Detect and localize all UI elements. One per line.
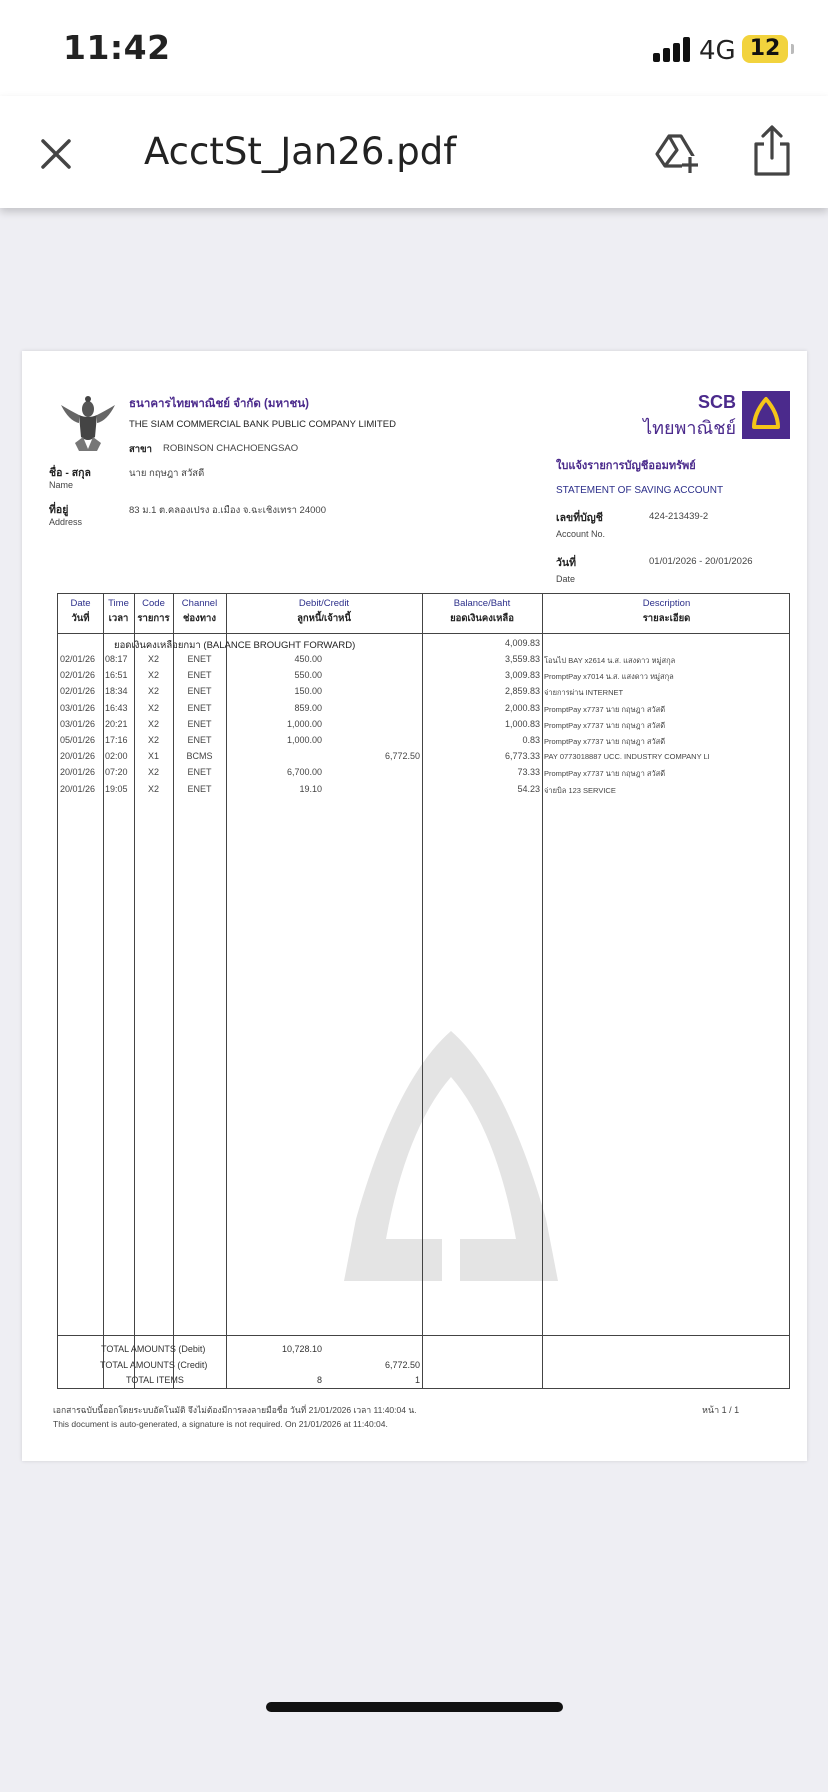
total-credit-value: 6,772.50 — [384, 1360, 420, 1370]
cell-balance: 3,009.83 — [504, 670, 540, 681]
cell-channel: ENET — [187, 670, 212, 681]
cell-balance: 6,773.33 — [504, 751, 540, 762]
page-number: หน้า 1 / 1 — [702, 1405, 740, 1415]
name-label-english: Name — [49, 480, 74, 490]
cell-channel: ENET — [187, 767, 212, 778]
home-indicator[interactable] — [266, 1702, 563, 1712]
cell-channel: ENET — [187, 654, 212, 664]
brought-forward-label: ยอดเงินคงเหลือยกมา (BALANCE BROUGHT FORWARD) — [114, 640, 356, 651]
scb-logo-thai: ไทยพาณิชย์ — [643, 418, 736, 438]
col-header-debit-credit: Debit/Credit ลูกหนี้/เจ้าหนี้ — [297, 598, 351, 624]
total-debit-value: 10,728.10 — [281, 1344, 322, 1354]
cell-debit: 1,000.00 — [286, 718, 322, 729]
pdf-page — [22, 351, 807, 1461]
cell-description: จ่ายการผ่าน INTERNET — [544, 688, 624, 698]
cell-time: 17:16 — [105, 735, 128, 745]
brought-forward-balance: 4,009.83 — [504, 638, 540, 648]
cell-balance: 3,559.83 — [504, 654, 540, 664]
branch-label: สาขา — [129, 444, 152, 455]
cell-description: PromptPay x7737 นาย กฤษฎา สวัสดี — [544, 720, 666, 730]
cell-time: 16:51 — [105, 670, 128, 681]
cell-channel: BCMS — [186, 751, 213, 762]
cell-balance: 2,859.83 — [504, 686, 540, 697]
col-header-channel: Channel ช่องทาง — [181, 598, 218, 624]
network-type: 4G — [699, 36, 736, 66]
signal-icon — [653, 36, 691, 62]
account-label-english: Account No. — [556, 529, 606, 539]
cell-balance: 0.83 — [522, 735, 540, 745]
date-range: 01/01/2026 - 20/01/2026 — [649, 556, 753, 567]
account-number: 424-213439-2 — [649, 511, 709, 522]
scb-logo-text: SCB — [697, 392, 736, 412]
clock: 11:42 — [63, 28, 171, 67]
cell-code: X1 — [147, 751, 159, 762]
cell-time: 16:43 — [105, 702, 128, 713]
close-icon[interactable] — [34, 132, 78, 176]
footer-thai: เอกสารฉบับนี้ออกโดยระบบอัตโนมัติ จึงไม่ต้องมีการลงลายมือชื่อ วันที่ 21/01/2026 เวลา 11:40:04 น. — [53, 1405, 417, 1415]
col-header-code: Code รายการ — [137, 598, 170, 624]
cell-balance: 73.33 — [517, 767, 540, 778]
name-label-thai: ชื่อ - สกุล — [49, 467, 91, 479]
bank-name-thai: ธนาคารไทยพาณิชย์ จำกัด (มหาชน) — [129, 398, 309, 410]
bank-name-english: THE SIAM COMMERCIAL BANK PUBLIC COMPANY LIMITED — [129, 419, 396, 430]
statement-title-english: STATEMENT OF SAVING ACCOUNT — [556, 485, 724, 496]
cell-balance: 2,000.83 — [504, 702, 540, 713]
col-header-balance: Balance/Baht ยอดเงินคงเหลือ — [450, 598, 514, 624]
cell-time: 19:05 — [105, 783, 128, 794]
share-icon[interactable] — [748, 124, 796, 178]
cell-code: X2 — [147, 654, 159, 664]
total-items-debit: 8 — [316, 1375, 322, 1385]
cell-channel: ENET — [187, 718, 212, 729]
cell-code: X2 — [147, 735, 159, 745]
cell-debit: 19.10 — [299, 783, 322, 794]
total-items-credit: 1 — [414, 1375, 420, 1385]
footer-english: This document is auto-generated, a signature is not required. On 21/01/2026 at 11:40:04. — [53, 1419, 388, 1429]
file-title: AcctSt_Jan26.pdf — [144, 130, 457, 173]
cell-channel: ENET — [187, 686, 212, 697]
cell-time: 18:34 — [105, 686, 128, 697]
cell-date: 20/01/26 — [60, 767, 96, 778]
pdf-viewer-toolbar — [0, 96, 828, 208]
cell-debit: 450.00 — [294, 654, 322, 664]
col-header-description: Description รายละเอียด — [642, 598, 691, 624]
table-row — [58, 781, 791, 799]
cell-balance: 1,000.83 — [504, 718, 540, 729]
cell-debit: 6,700.00 — [286, 767, 322, 778]
cell-description: จ่ายบิล 123 SERVICE — [544, 785, 616, 795]
cell-description: PAY 0773018887 UCC. INDUSTRY COMPANY LI — [544, 752, 710, 762]
address-label-english: Address — [49, 517, 83, 527]
cell-date: 02/01/26 — [60, 686, 96, 697]
cell-debit: 859.00 — [294, 702, 322, 713]
cell-time: 07:20 — [105, 767, 128, 778]
status-bar — [0, 0, 828, 96]
total-debit-label: TOTAL AMOUNTS (Debit) — [101, 1344, 206, 1354]
scb-lotus-icon — [742, 391, 790, 439]
customer-address: 83 ม.1 ต.คลองเปรง อ.เมือง จ.ฉะเชิงเทรา 24000 — [129, 505, 326, 516]
cell-date: 03/01/26 — [60, 718, 96, 729]
add-to-drive-icon[interactable] — [652, 128, 700, 176]
cell-date: 02/01/26 — [60, 670, 96, 681]
col-header-time: Time เวลา — [108, 598, 129, 624]
cell-description: PromptPay x7014 น.ส. แสงดาว หมู่สกุล — [544, 672, 674, 682]
account-label-thai: เลขที่บัญชี — [556, 512, 603, 524]
cell-code: X2 — [147, 767, 159, 778]
scb-logo — [642, 391, 790, 441]
cell-time: 20:21 — [105, 718, 128, 729]
cell-date: 20/01/26 — [60, 783, 96, 794]
cell-code: X2 — [147, 702, 159, 713]
cell-channel: ENET — [187, 702, 212, 713]
date-label-thai: วันที่ — [556, 557, 576, 569]
cell-date: 05/01/26 — [60, 735, 96, 745]
cell-description: PromptPay x7737 นาย กฤษฎา สวัสดี — [544, 737, 666, 746]
cell-code: X2 — [147, 686, 159, 697]
cell-time: 02:00 — [105, 751, 128, 762]
cell-code: X2 — [147, 718, 159, 729]
cell-date: 20/01/26 — [60, 751, 96, 762]
scb-watermark-icon — [326, 1019, 576, 1289]
transactions-table — [57, 593, 790, 1389]
cell-description: โอนไป BAY x2614 น.ส. แสงดาว หมู่สกุล — [544, 656, 676, 665]
garuda-emblem-icon — [57, 393, 119, 453]
battery-icon: 12 — [742, 35, 788, 63]
cell-credit: 6,772.50 — [384, 751, 420, 762]
cell-time: 08:17 — [105, 654, 128, 664]
customer-name: นาย กฤษฎา สวัสดี — [129, 468, 205, 479]
cell-channel: ENET — [187, 735, 212, 745]
cell-date: 02/01/26 — [60, 654, 96, 664]
col-header-date: Date วันที่ — [70, 598, 91, 624]
cell-debit: 1,000.00 — [286, 735, 322, 745]
cell-debit: 150.00 — [294, 686, 322, 697]
cell-code: X2 — [147, 783, 159, 794]
address-label-thai: ที่อยู่ — [49, 504, 69, 516]
cell-debit: 550.00 — [294, 670, 322, 681]
cell-description: PromptPay x7737 นาย กฤษฎา สวัสดี — [544, 704, 666, 714]
cell-description: PromptPay x7737 นาย กฤษฎา สวัสดี — [544, 769, 666, 779]
cell-balance: 54.23 — [517, 783, 540, 794]
cell-channel: ENET — [187, 783, 212, 794]
total-credit-label: TOTAL AMOUNTS (Credit) — [100, 1360, 208, 1370]
statement-title-thai: ใบแจ้งรายการบัญชีออมทรัพย์ — [556, 460, 696, 472]
cell-date: 03/01/26 — [60, 702, 96, 713]
total-items-label: TOTAL ITEMS — [126, 1375, 184, 1385]
cell-code: X2 — [147, 670, 159, 681]
branch-name: ROBINSON CHACHOENGSAO — [163, 443, 299, 454]
date-label-english: Date — [556, 574, 576, 584]
